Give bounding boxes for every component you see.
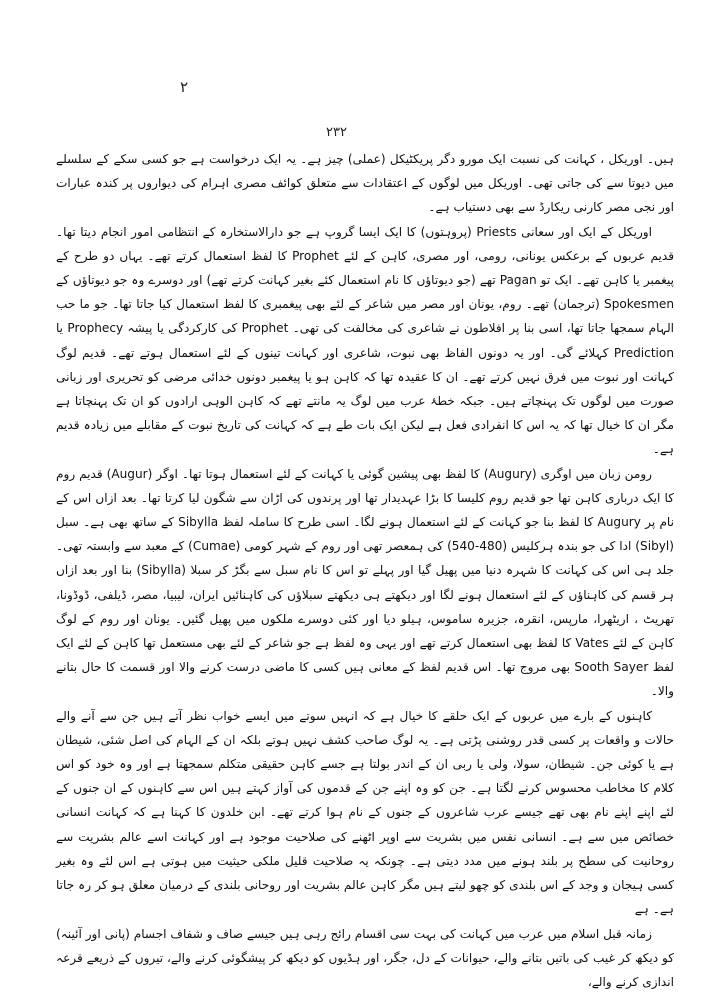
paragraph-2: اوریکل کے ایک اور سعانی Priests (پروہتوں) کا ایک ایسا گروپ ہے جو دارالاستخارہ کے انتظامی امور انجام دیتا تھا۔ قدیم عربوں کے برعکس یونانی، رومی، اور مصری، کاہن کے لئے Prophet کا لفظ استعمال کرتے تھے۔ یہاں دو طرح کے پیغمبر یا کاہن تھے۔ ایک تو Pagan تھے (جو دیوتاؤں کا نام استعمال کئے بغیر کہانت کرتے تھے) اور دوسرے وہ جو دیوتاؤں کے Spokesmen (ترجمان) تھے۔ روم، یونان اور مصر میں شاعر کے لئے بھی پیغمبری کا لفظ استعمال کیا جاتا تھا۔ جو ما حب الہام سمجھا جاتا تھا، اسی بنا پر افلاطون نے شاعری کی مخالفت کی تھی۔ Prophet کی کارکردگی یا پیشہ Prophecy یا Prediction کہلائے گی۔ اور یہ دونوں الفاظ بھی نبوت، شاعری اور کہانت تینوں کے لئے استعمال ہوتے تھے۔ قدیم لوگ کہانت اور نبوت میں فرق نہیں کرتے تھے۔ ان کا عقیدہ تھا کہ کاہن ہو یا پیغمبر دونوں خدائی مرضی کو تحریری اور زبانی صورت میں لوگوں تک پہنچاتے ہیں۔ جبکہ خطۂ عرب میں لوگ یہ مانتے تھے کہ کاہن الوہی ارادوں کو ان تک پہنچاتا ہے مگر ان کا خیال تھا کہ یہ اس کا انفرادی فعل ہے لیکن ایک بات طے ہے کہ کہانت کی تاریخ نبوت کے مقابلے میں زیادہ قدیم ہے۔ [56,224,674,457]
paragraph-5: زمانہ قبل اسلام میں عرب میں کہانت کی بہت سی اقسام رائج رہی ہیں جیسے صاف و شفاف اجسام (پانی اور آئینہ) کو دیکھ کر غیب کی باتیں بتانے والے، حیوانات کے دل، جگر، اور ہڈیوں کو دیکھ کر پیشگوئی کرنے والے، تیروں کے ذریعے قرعہ اندازی کرنے والے، [56,926,674,989]
paragraph-1: ہیں۔ اوریکل ، کہانت کی نسبت ایک مورو دگر پریکٹیکل (عملی) چیز ہے۔ یہ ایک درخواست ہے جو کسی سکے کے سلسلے میں دیوتا سے کی جاتی تھی۔ اوریکل میں لوگوں کے اعتقادات سے متعلق کوائف مصری اہرام کی دیواروں پر کندہ عبارات اور نجی مصر کارنی ریکارڈ سے بھی دستیاب ہے۔ [56,152,674,215]
corner-mark: ٢ [180,78,189,96]
body-text [56,147,674,994]
page-number: ٢٣٢ [326,125,347,140]
paragraph-3: رومن زبان میں اوگری (Augury) کا لفظ بھی پیشین گوئی یا کہانت کے لئے استعمال ہوتا تھا۔ اوگر (Augur) قدیم روم کا ایک درباری کاہن تھا جو قدیم روم کلیسا کا بڑا عہدیدار تھا اور پرندوں کی اڑان سے شگون لیا کرتا تھا۔ بعد ازاں اس کے نام پر Augury کا لفظ بنا جو کہانت کے لئے استعمال ہونے لگا۔ اسی طرح کا ساملہ لفظ Sibylla کے ساتھ بھی ہے۔ سبل (Sibyl) ادا کی جو بندہ ہرکلیس (480-540) کی ہمعصر تھی اور روم کے شہر کومی (Cumae) کے معبد سے وابستہ تھی۔ جلد ہی اس کی کہانت کا شہرہ دنیا میں پھیل گیا اور پہلے تو اس کا نام سبل سے بگڑ کر سبلا (Sibylla) بنا اور بعد ازاں ہر قسم کی کاہناؤں کے لئے استعمال ہونے لگا اور دیکھتے ہی دیکھتے سبلاؤں کی کاہنائیں ایران، لیبیا، مصر، ڈیلفی، ڈوڈونا، تھریٹ ، اریٹھرا، مارپس، انقرہ، جزیرہ ساموس، ہیلو دیا اور کئی دوسرے ملکوں میں پھیل گئیں۔ یونان اور روم کے لوگ کاہن کے لئے Vates کا لفظ بھی استعمال کرتے تھے اور یہی وہ لفظ ہے جو شاعر کے لئے بھی مستعمل تھا کاہن کے لئے ایک لفظ Sooth Sayer بھی مروج تھا۔ اس قدیم لفظ کے معانی ہیں کسی کا ماضی درست کرنے والا اور قسمت کا حال بتانے والا۔ [56,466,674,699]
paragraph-4: کاہنوں کے بارے میں عربوں کے ایک حلقے کا خیال ہے کہ انہیں سوتے میں ایسے خواب نظر آتے ہیں جن سے آنے والے حالات و واقعات پر کسی قدر روشنی پڑتی ہے۔ یہ لوگ صاحب کشف نہیں ہوتے بلکہ ان کے الہام کی اصل شئی، شیطان ہے یا کوئی جن۔ شیطان، سولا، ولی یا ربی ان کے اندر بولتا ہے جسے کاہن حقیقی متکلم سمجھتا ہے اور وہ خود کو اس کلام کا مخاطب محسوس کرنے لگتا ہے۔ جن کو وہ اپنے جن کے قدموں کی آواز کہتے ہیں اس سے کاہنوں کے ان جنوں کے لئے اپنے اپنے نام بھی تھے جیسے عرب شاعروں کے جنوں کے نام ہوا کرتے تھے۔ ابن خلدون کا کہنا ہے کہ کہانت انسانی خصائص میں سے ہے۔ انسانی نفس میں بشریت سے اوپر اٹھنے کی صلاحیت موجود ہے اور کہانت اسے عالم بشریت سے روحانیت کی سطح پر بلند ہونے میں مدد دیتی ہے۔ چونکہ یہ صلاحیت قلیل ملکی حیثیت میں ہوتی ہے اس لئے وہ بغیر کسی ہیجان و وجد کے اس بلندی کو چھو لیتے ہیں مگر کاہن عالم بشریت اور روحانی بلندی کے درمیان معلق ہو کر رہ جاتا ہے۔ ہے [56,708,674,917]
